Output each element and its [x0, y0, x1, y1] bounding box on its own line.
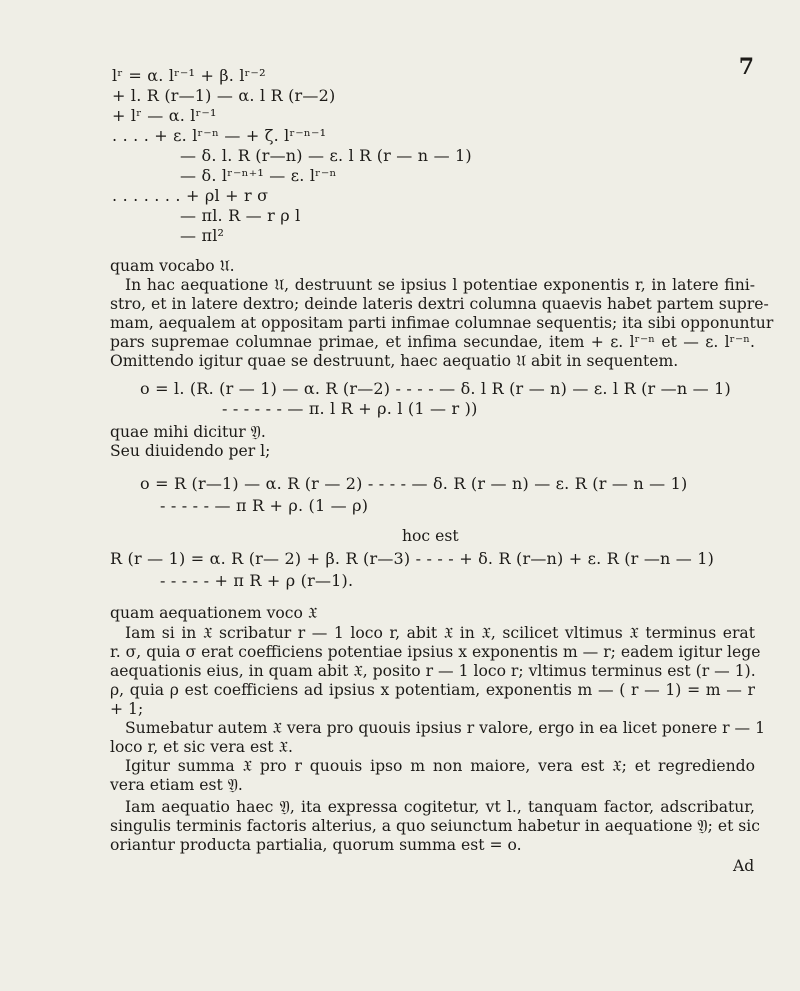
- text-line: r. σ, quia σ erat coefficiens potentiae ipsius x exponentis m — r; eadem igitur lege: [110, 643, 761, 661]
- text-line: mam, aequalem at oppositam parti infimae columnae sequentis; ita sibi opponuntur: [110, 314, 774, 332]
- text-line: ρ, quia ρ est coefficiens ad ipsius x potentiam, exponentis m — ( r — 1) = m — r: [110, 681, 755, 699]
- equation-line: lʳ = α. lʳ⁻¹ + β. lʳ⁻²: [112, 66, 266, 85]
- text-line: aequationis eius, in quam abit 𝔛, posito r — 1 loco r; vltimus terminus est (r — 1).: [110, 662, 756, 680]
- hoc-est: hoc est: [402, 527, 459, 545]
- text-line: singulis terminis factoris alterius, a quo seiunctum habetur in aequatione 𝔜; et sic: [110, 817, 761, 835]
- text-line: quae mihi dicitur 𝔜.: [110, 423, 266, 441]
- text-line: Igitur summa 𝔛 pro r quouis ipso m non maiore, vera est 𝔛; et regrediendo: [125, 757, 755, 775]
- text-line: loco r, et sic vera est 𝔛.: [110, 738, 293, 756]
- text-line: vera etiam est 𝔜.: [110, 776, 243, 794]
- equation-line: + lʳ — α. lʳ⁻¹: [112, 106, 217, 125]
- equation-line: - - - - - + π R + ρ (r—1).: [160, 571, 354, 590]
- equation-line: — πl. R — r ρ l: [180, 206, 301, 225]
- text-line: pars supremae columnae primae, et infima secundae, item + ε. lʳ⁻ⁿ et — ε. lʳ⁻ⁿ.: [110, 333, 755, 351]
- text-line: stro, et in latere dextro; deinde lateris dextri columna quaevis habet partem supre-: [110, 295, 769, 313]
- equation-line: o = l. (R. (r — 1) — α. R (r—2) - - - - — δ. l R (r — n) — ε. l R (r —n — 1): [140, 379, 731, 398]
- equation-line: — πl²: [180, 226, 225, 245]
- equation-line: R (r — 1) = α. R (r— 2) + β. R (r—3) - - - - + δ. R (r—n) + ε. R (r —n — 1): [110, 549, 715, 568]
- equation-line: . . . . + ε. lʳ⁻ⁿ — + ζ. lʳ⁻ⁿ⁻¹: [112, 126, 327, 145]
- equation-line: . . . . . . . + ρl + r σ: [112, 186, 269, 205]
- text-line: oriantur producta partialia, quorum summa est = o.: [110, 836, 522, 854]
- text-line: Seu diuidendo per l;: [110, 442, 271, 460]
- equation-line: + l. R (r—1) — α. l R (r—2): [112, 86, 336, 105]
- text-line: In hac aequatione 𝔘, destruunt se ipsius l potentiae exponentis r, in latere fini-: [125, 276, 755, 294]
- text-line: Omittendo igitur quae se destruunt, haec aequatio 𝔘 abit in sequentem.: [110, 352, 679, 370]
- text-line: Iam si in 𝔛 scribatur r — 1 loco r, abit 𝔛 in 𝔛, scilicet vltimus 𝔛 terminus erat: [125, 624, 755, 642]
- text-line: quam vocabo 𝔘.: [110, 257, 235, 275]
- catchword: Ad: [733, 857, 755, 875]
- equation-line: - - - - - - — π. l R + ρ. l (1 — r )): [222, 399, 478, 418]
- equation-line: — δ. l. R (r—n) — ε. l R (r — n — 1): [180, 146, 472, 165]
- text-line: Iam aequatio haec 𝔜, ita expressa cogitetur, vt l., tanquam factor, adscribatur,: [125, 798, 755, 816]
- equation-line: - - - - - — π R + ρ. (1 — ρ): [160, 496, 369, 515]
- equation-line: — δ. lʳ⁻ⁿ⁺¹ — ε. lʳ⁻ⁿ: [180, 166, 337, 185]
- text-line: Sumebatur autem 𝔛 vera pro quouis ipsius r valore, ergo in ea licet ponere r — 1: [125, 719, 766, 737]
- page-number: 7: [738, 54, 754, 80]
- equation-line: o = R (r—1) — α. R (r — 2) - - - - — δ. R (r — n) — ε. R (r — n — 1): [140, 474, 688, 493]
- text-line: quam aequationem voco 𝔛: [110, 604, 318, 622]
- text-line: + 1;: [110, 700, 144, 718]
